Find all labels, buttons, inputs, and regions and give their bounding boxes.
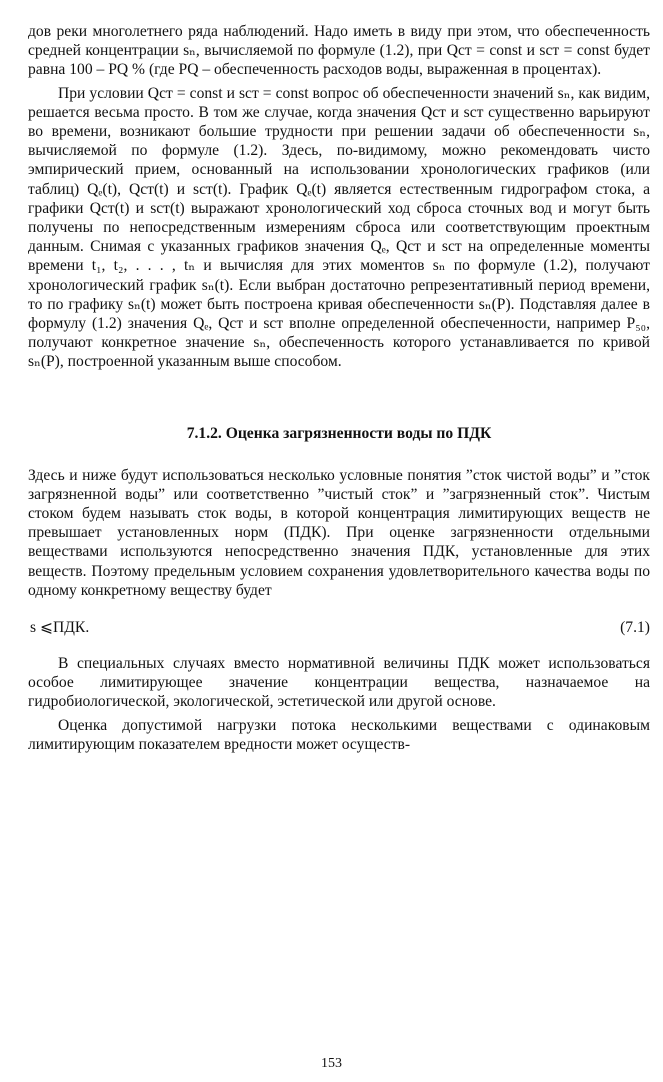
formula-7-1	[28, 616, 650, 640]
section-heading: 7.1.2. Оценка загрязненности воды по ПДК	[186, 424, 492, 442]
paragraph-3: Здесь и ниже будут использоваться несколько условные понятия ”сток чистой воды” и ”сток загрязненной воды” или соответственно ”чистый сток” и ”загрязненный сток”. Чистым стоком будем называть сток воды, в которой концентрация лимитирующих веществ не превышает установленных норм (ПДК). При оценке загрязненности отдельными веществами используются непосредственно значения ПДК, установленные для этих веществ. Поэтому предельным условием сохранения удовлетворительного качества воды по одному конкретному веществу будет	[28, 466, 650, 599]
formula-expression: s ⩽ПДК.	[30, 619, 90, 637]
paragraph-4: В специальных случаях вместо нормативной величины ПДК может использоваться особое лимитирующее значение концентрации вещества, назначаемое на гидробиологической, экологической, эстетической или другой основе.	[28, 655, 650, 711]
page-body	[28, 22, 650, 754]
page-number: 153	[321, 1056, 342, 1071]
paragraph-5: Оценка допустимой нагрузки потока несколькими веществами с одинаковым лимитирующим показателем вредности может осуществ-	[28, 716, 650, 753]
paragraph-2: При условии Qст = const и sст = const вопрос об обеспеченности значений sₙ, как видим, решается весьма просто. В том же случае, когда значения Qст и sст существенно варьируют во времени, возникают большие трудности при решении задачи об обеспеченности sₙ, вычисляемой по формуле (1.2). Здесь, по-видимому, можно рекомендовать чисто эмпирический прием, основанный на использовании хронологических графиков (или таблиц) Qₑ(t), Qст(t) и sст(t). График Qₑ(t) является естественным гидрографом стока, а графики Qст(t) и sст(t) выражают хронологический ход сброса сточных вод и могут быть получены по непосредственным измерениям сброса или соответствующим проектным данным. Снимая с указанных графиков значения Qₑ, Qст и sст на определенные моменты времени t₁, t₂, . . . , tₙ и вычисляя для этих моментов sₙ по формуле (1.2), получают хронологический график sₙ(t). Если выбран достаточно репрезентативный период времени, то по графику sₙ(t) может быть построена кривая обеспеченности sₙ(P). Подставляя далее в формулу (1.2) значения Qₑ, Qст и sст вполне определенной обеспеченности, например P₅₀, получают конкретное значение sₙ, обеспеченность которого устанавливается по кривой sₙ(P), построенной указанным выше способом.	[28, 84, 650, 371]
paragraph-1: дов реки многолетнего ряда наблюдений. Надо иметь в виду при этом, что обеспеченность средней концентрации sₙ, вычисляемой по формуле (1.2), при Qст = const и sст = const будет равна 100 – PQ % (где PQ – обеспеченность расходов воды, выраженная в процентах).	[28, 23, 650, 79]
formula-number: (7.1)	[620, 619, 650, 637]
